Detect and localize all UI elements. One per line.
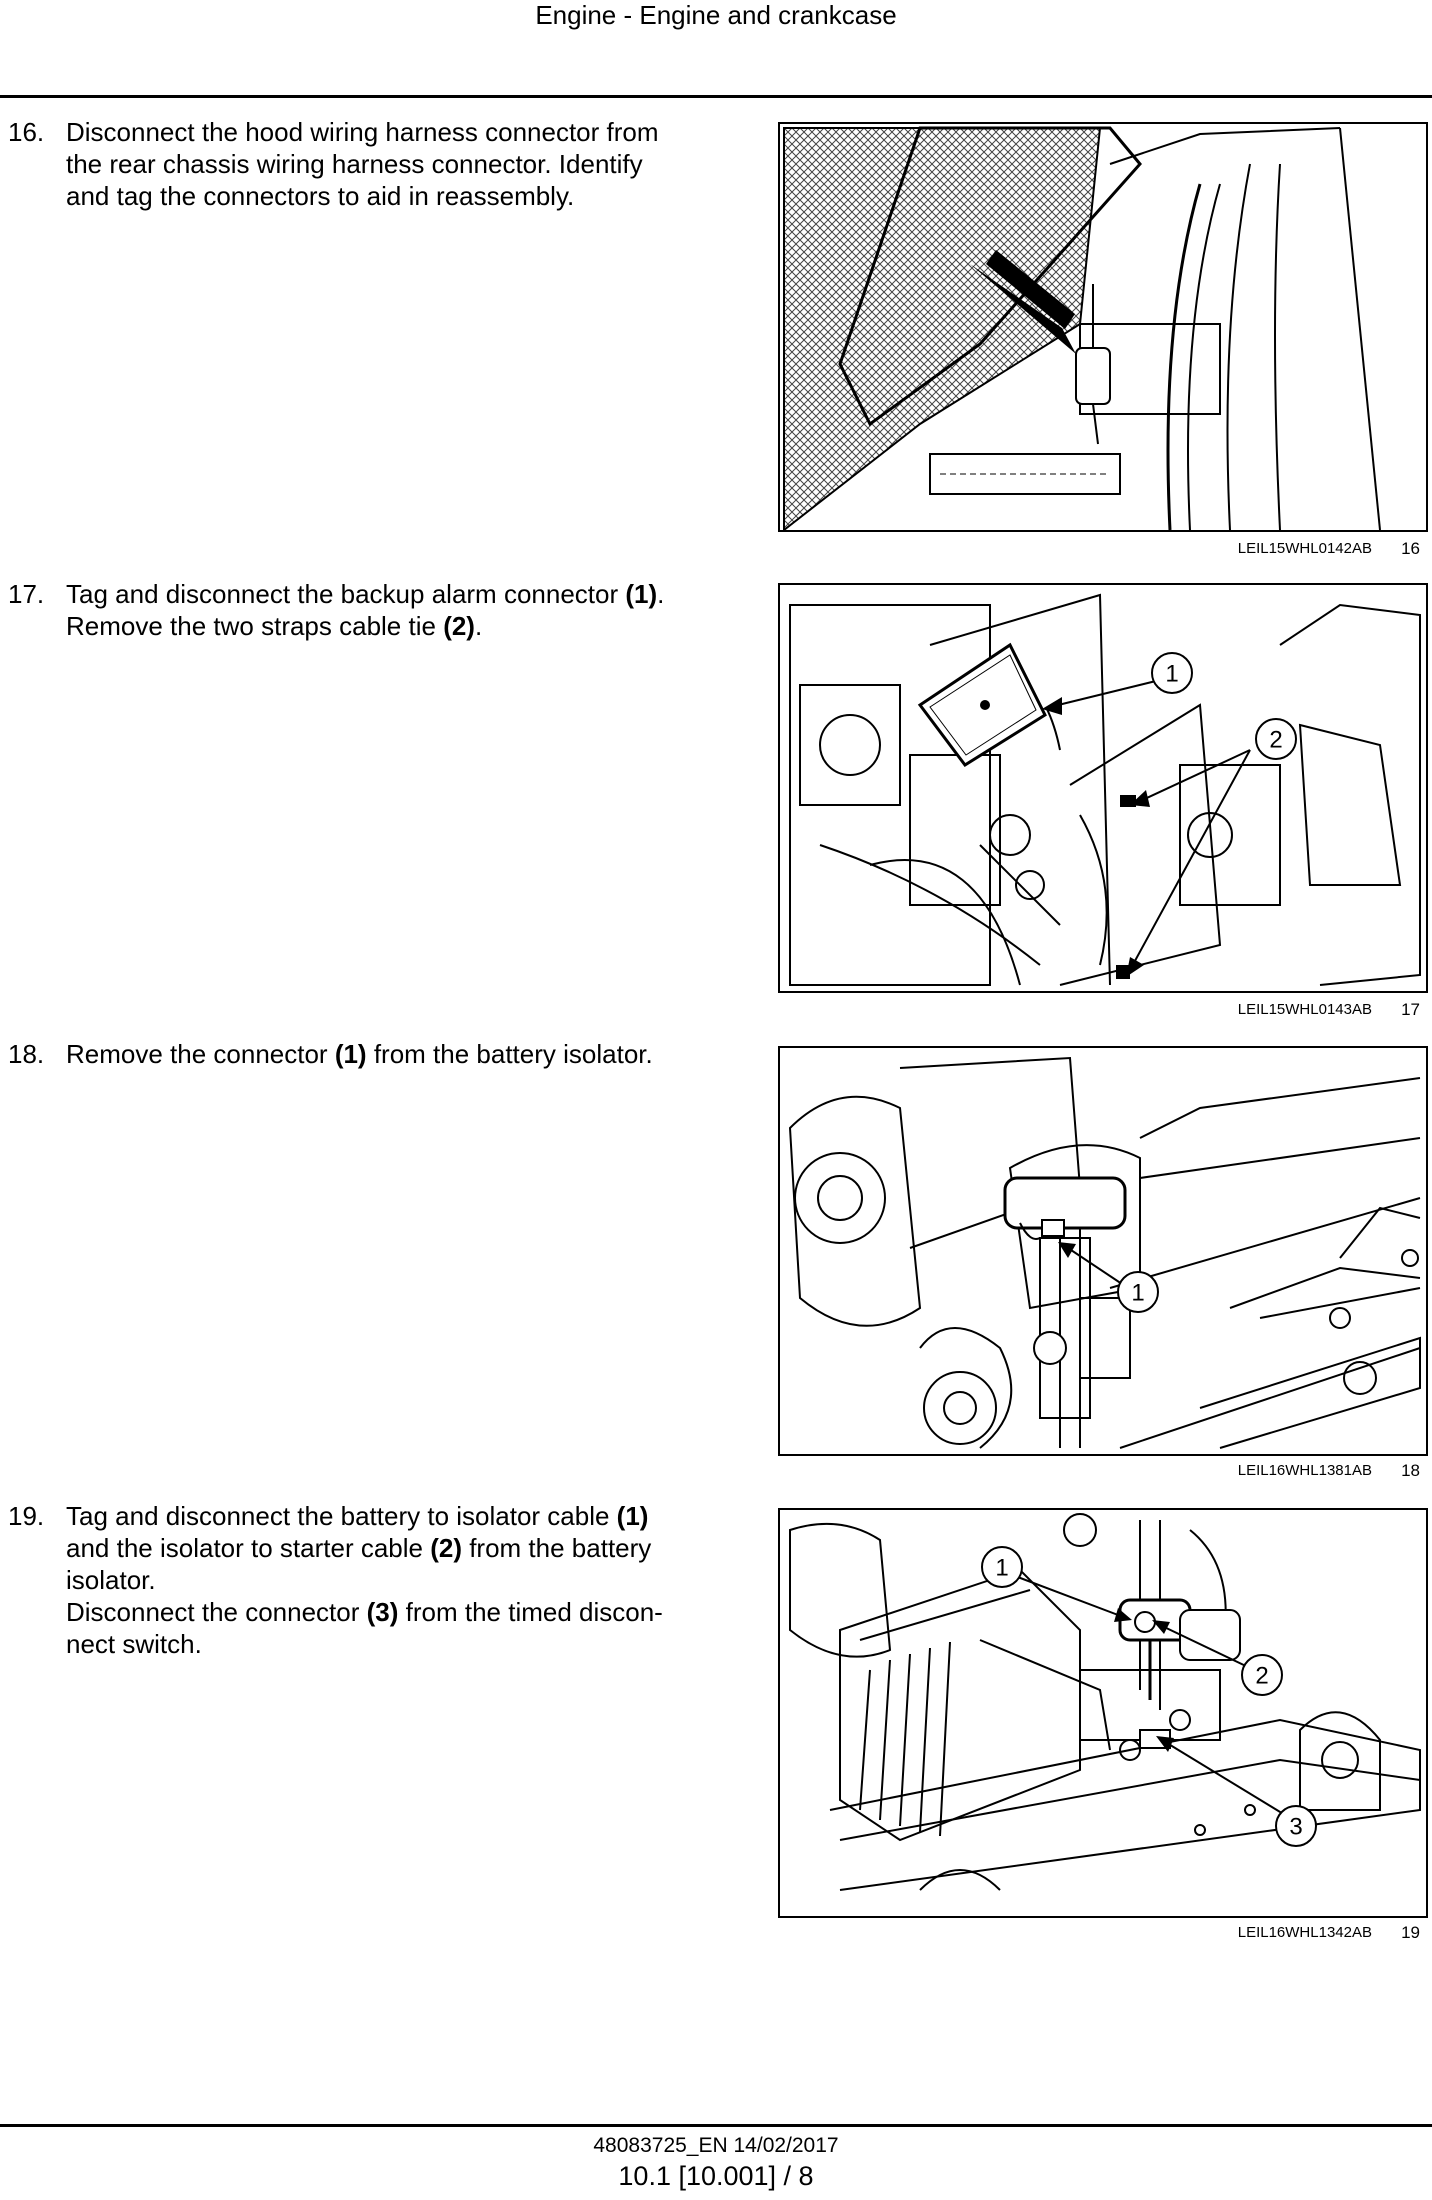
- figure-18-caption: [778, 1460, 1424, 1482]
- figure-17-caption: [778, 999, 1424, 1021]
- hood-wiring-connector-drawing: [780, 124, 1426, 530]
- step-text: [66, 578, 720, 642]
- figure-code: LEIL16WHL1342AB: [1237, 1924, 1372, 1941]
- backup-alarm-connector-drawing: [780, 585, 1426, 991]
- svg-text:1: 1: [1165, 660, 1179, 688]
- callout-2: [1242, 1655, 1282, 1695]
- callout-ref: (3): [366, 1597, 399, 1627]
- step-16: [8, 116, 720, 212]
- page-number: 10.1 [10.001] / 8: [618, 2161, 814, 2191]
- step-text: [66, 1038, 720, 1070]
- step-line: Remove the connector (1) from the battery isolator.: [66, 1039, 653, 1069]
- figure-code: LEIL16WHL1381AB: [1237, 1462, 1372, 1479]
- svg-text:1: 1: [995, 1554, 1009, 1582]
- step-number: 19.: [8, 1501, 45, 1531]
- figure-16-illustration: [778, 122, 1428, 532]
- footer-rule: [0, 2124, 1432, 2127]
- figure-number: 16: [1401, 539, 1420, 558]
- step-line: Tag and disconnect the battery to isolator cable (1): [66, 1501, 649, 1531]
- figure-code: LEIL15WHL0142AB: [1237, 540, 1372, 557]
- figure-19-caption: [778, 1922, 1424, 1944]
- battery-isolator-cables-drawing: [780, 1510, 1426, 1916]
- callout-1: [1118, 1272, 1158, 1312]
- svg-text:2: 2: [1269, 726, 1283, 754]
- figure-19-illustration: [778, 1508, 1428, 1918]
- battery-isolator-connector-drawing: [780, 1048, 1426, 1454]
- step-line: Disconnect the connector (3) from the timed discon-: [66, 1597, 663, 1627]
- step-text: [66, 116, 720, 212]
- callout-ref: (1): [616, 1501, 649, 1531]
- step-line: and the isolator to starter cable (2) from the battery: [66, 1533, 652, 1563]
- step-17: [8, 578, 720, 642]
- callout-2: [1256, 719, 1296, 759]
- step-19: [8, 1500, 720, 1660]
- callout-3: [1276, 1806, 1316, 1846]
- callout-1: [982, 1547, 1022, 1587]
- figure-code: LEIL15WHL0143AB: [1237, 1001, 1372, 1018]
- svg-text:3: 3: [1289, 1813, 1303, 1841]
- figure-17-illustration: [778, 583, 1428, 993]
- figure-number: 18: [1401, 1461, 1420, 1480]
- step-number: 18.: [8, 1039, 45, 1069]
- header-rule: [0, 95, 1432, 98]
- svg-text:1: 1: [1131, 1279, 1145, 1307]
- callout-1: [1152, 653, 1192, 693]
- figure-18-illustration: [778, 1046, 1428, 1456]
- step-line: and tag the connectors to aid in reassembly.: [66, 181, 575, 211]
- figure-16-caption: [778, 538, 1424, 560]
- callout-ref: (1): [625, 579, 658, 609]
- step-number: 16.: [8, 117, 45, 147]
- page-header-title: Engine - Engine and crankcase: [535, 0, 897, 30]
- callout-ref: (2): [430, 1533, 462, 1563]
- step-line: Disconnect the hood wiring harness connector from: [66, 117, 659, 147]
- step-number: 17.: [8, 579, 45, 609]
- step-line: nect switch.: [66, 1629, 202, 1659]
- callout-ref: (1): [334, 1039, 367, 1069]
- step-line: Remove the two straps cable tie (2).: [66, 611, 483, 641]
- step-text: [66, 1500, 720, 1660]
- figure-number: 19: [1401, 1923, 1420, 1942]
- step-line: isolator.: [66, 1565, 156, 1595]
- document-id: 48083725_EN 14/02/2017: [593, 2134, 839, 2157]
- step-18: [8, 1038, 720, 1070]
- callout-ref: (2): [443, 611, 475, 641]
- step-line: Tag and disconnect the backup alarm connector (1).: [66, 579, 665, 609]
- step-line: the rear chassis wiring harness connector. Identify: [66, 149, 643, 179]
- figure-number: 17: [1401, 1000, 1420, 1019]
- svg-text:2: 2: [1255, 1662, 1269, 1690]
